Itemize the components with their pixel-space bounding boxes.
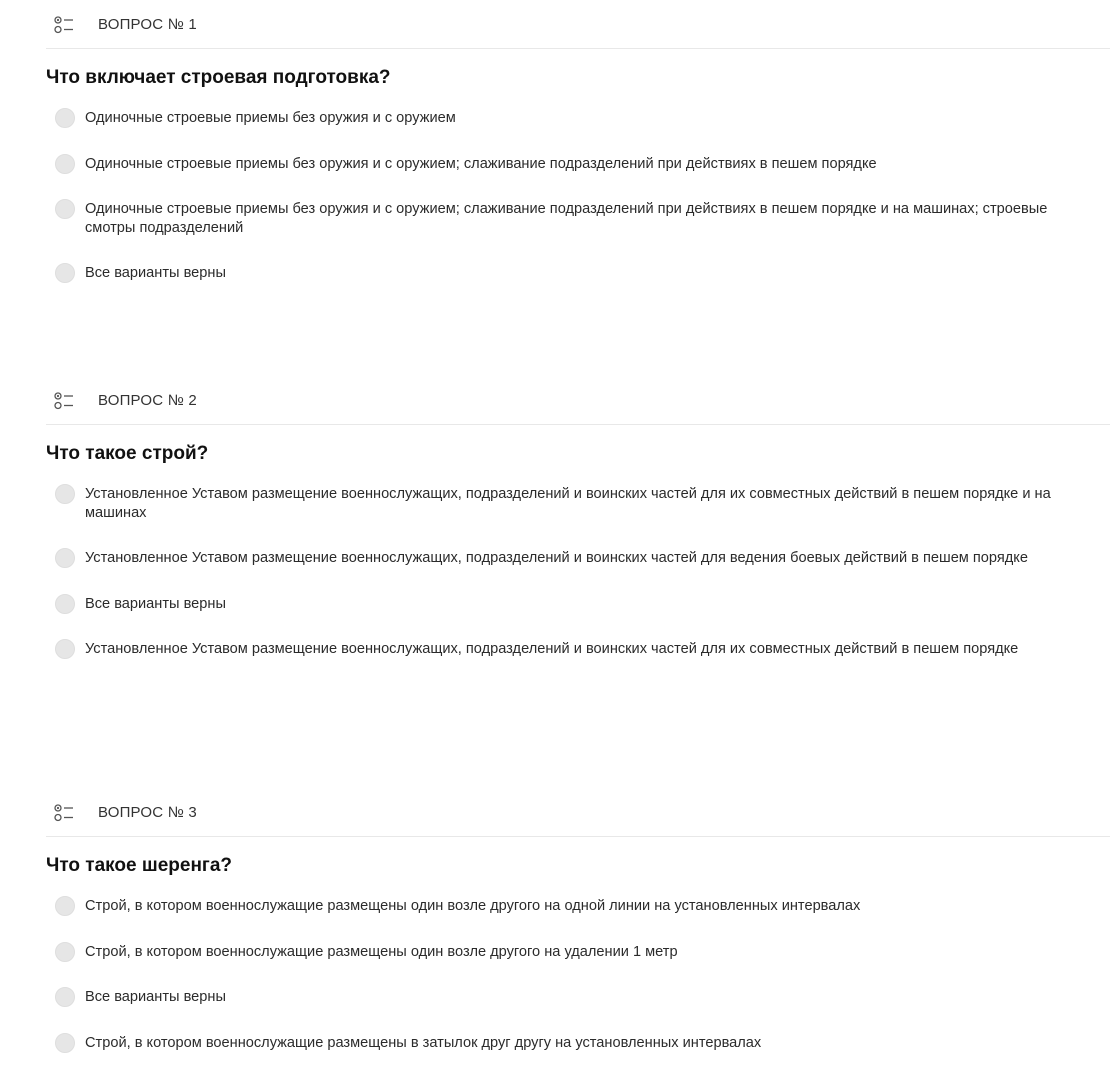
answer-option[interactable]	[0, 897, 1110, 916]
question-block-2	[0, 376, 1110, 686]
answer-option-label: Установленное Уставом размещение военнослужащих, подразделений и воинских частей для ведения боевых действий в пешем порядке	[85, 550, 1028, 566]
question-block-3	[0, 788, 1110, 1079]
answer-option[interactable]	[0, 264, 1110, 283]
answer-option[interactable]	[0, 943, 1110, 962]
radio-button[interactable]	[55, 942, 75, 962]
question-header	[46, 376, 1110, 425]
radio-button[interactable]	[55, 263, 75, 283]
radio-button[interactable]	[55, 594, 75, 614]
radio-button[interactable]	[55, 987, 75, 1007]
radio-button[interactable]	[55, 199, 75, 219]
question-title: Что такое шеренга?	[46, 855, 233, 876]
radio-button[interactable]	[55, 154, 75, 174]
answer-option[interactable]	[0, 109, 1110, 128]
answer-option-label: Установленное Уставом размещение военнослужащих, подразделений и воинских частей для их совместных действий в пешем порядке	[85, 641, 1019, 657]
answer-option-label: Все варианты верны	[85, 595, 226, 612]
answer-option-label: Одиночные строевые приемы без оружия и с оружием; слаживание подразделений при действиях в пешем порядке	[85, 155, 877, 172]
radio-button[interactable]	[55, 896, 75, 916]
answer-option[interactable]	[0, 595, 1110, 614]
answer-option-label: Одиночные строевые приемы без оружия и с оружием	[85, 110, 456, 126]
answer-options	[0, 109, 1110, 283]
question-number: ВОПРОС № 1	[98, 16, 197, 33]
answer-option-label: Строй, в котором военнослужащие размещены один возле другого на одной линии на установленных интервалах	[85, 898, 861, 914]
question-number: ВОПРОС № 2	[98, 392, 197, 409]
answer-option[interactable]	[0, 1034, 1110, 1053]
answer-option-label: Строй, в котором военнослужащие размещены один возле другого на удалении 1 метр	[85, 943, 678, 960]
answer-option-label: Все варианты верны	[85, 265, 226, 281]
answer-option-label: Все варианты верны	[85, 989, 226, 1005]
question-block-1	[0, 0, 1110, 310]
question-title: Что включает строевая подготовка?	[46, 67, 391, 88]
question-title: Что такое строй?	[46, 443, 209, 464]
answer-option[interactable]	[0, 549, 1110, 568]
question-list-icon	[54, 804, 74, 822]
question-list-icon	[54, 16, 74, 34]
answer-option[interactable]	[0, 640, 1110, 659]
radio-button[interactable]	[55, 548, 75, 568]
answer-option-label: Строй, в котором военнослужащие размещены в затылок друг другу на установленных интервалах	[85, 1034, 762, 1051]
question-number: ВОПРОС № 3	[98, 804, 197, 821]
answer-option-label: Одиночные строевые приемы без оружия и с оружием; слаживание подразделений при действиях в пешем порядке и на машинах; строевые смотры подразделений	[85, 201, 1048, 236]
answer-options	[0, 897, 1110, 1052]
answer-option[interactable]	[0, 485, 1110, 522]
radio-button[interactable]	[55, 484, 75, 504]
radio-button[interactable]	[55, 108, 75, 128]
radio-button[interactable]	[55, 1033, 75, 1053]
question-list-icon	[54, 392, 74, 410]
radio-button[interactable]	[55, 639, 75, 659]
answer-option[interactable]	[0, 155, 1110, 174]
answer-option-label: Установленное Уставом размещение военнослужащих, подразделений и воинских частей для их совместных действий в пешем порядке и на машинах	[85, 486, 1051, 521]
question-header	[46, 788, 1110, 837]
answer-options	[0, 485, 1110, 659]
question-header	[46, 0, 1110, 49]
answer-option[interactable]	[0, 988, 1110, 1007]
answer-option[interactable]	[0, 200, 1110, 237]
